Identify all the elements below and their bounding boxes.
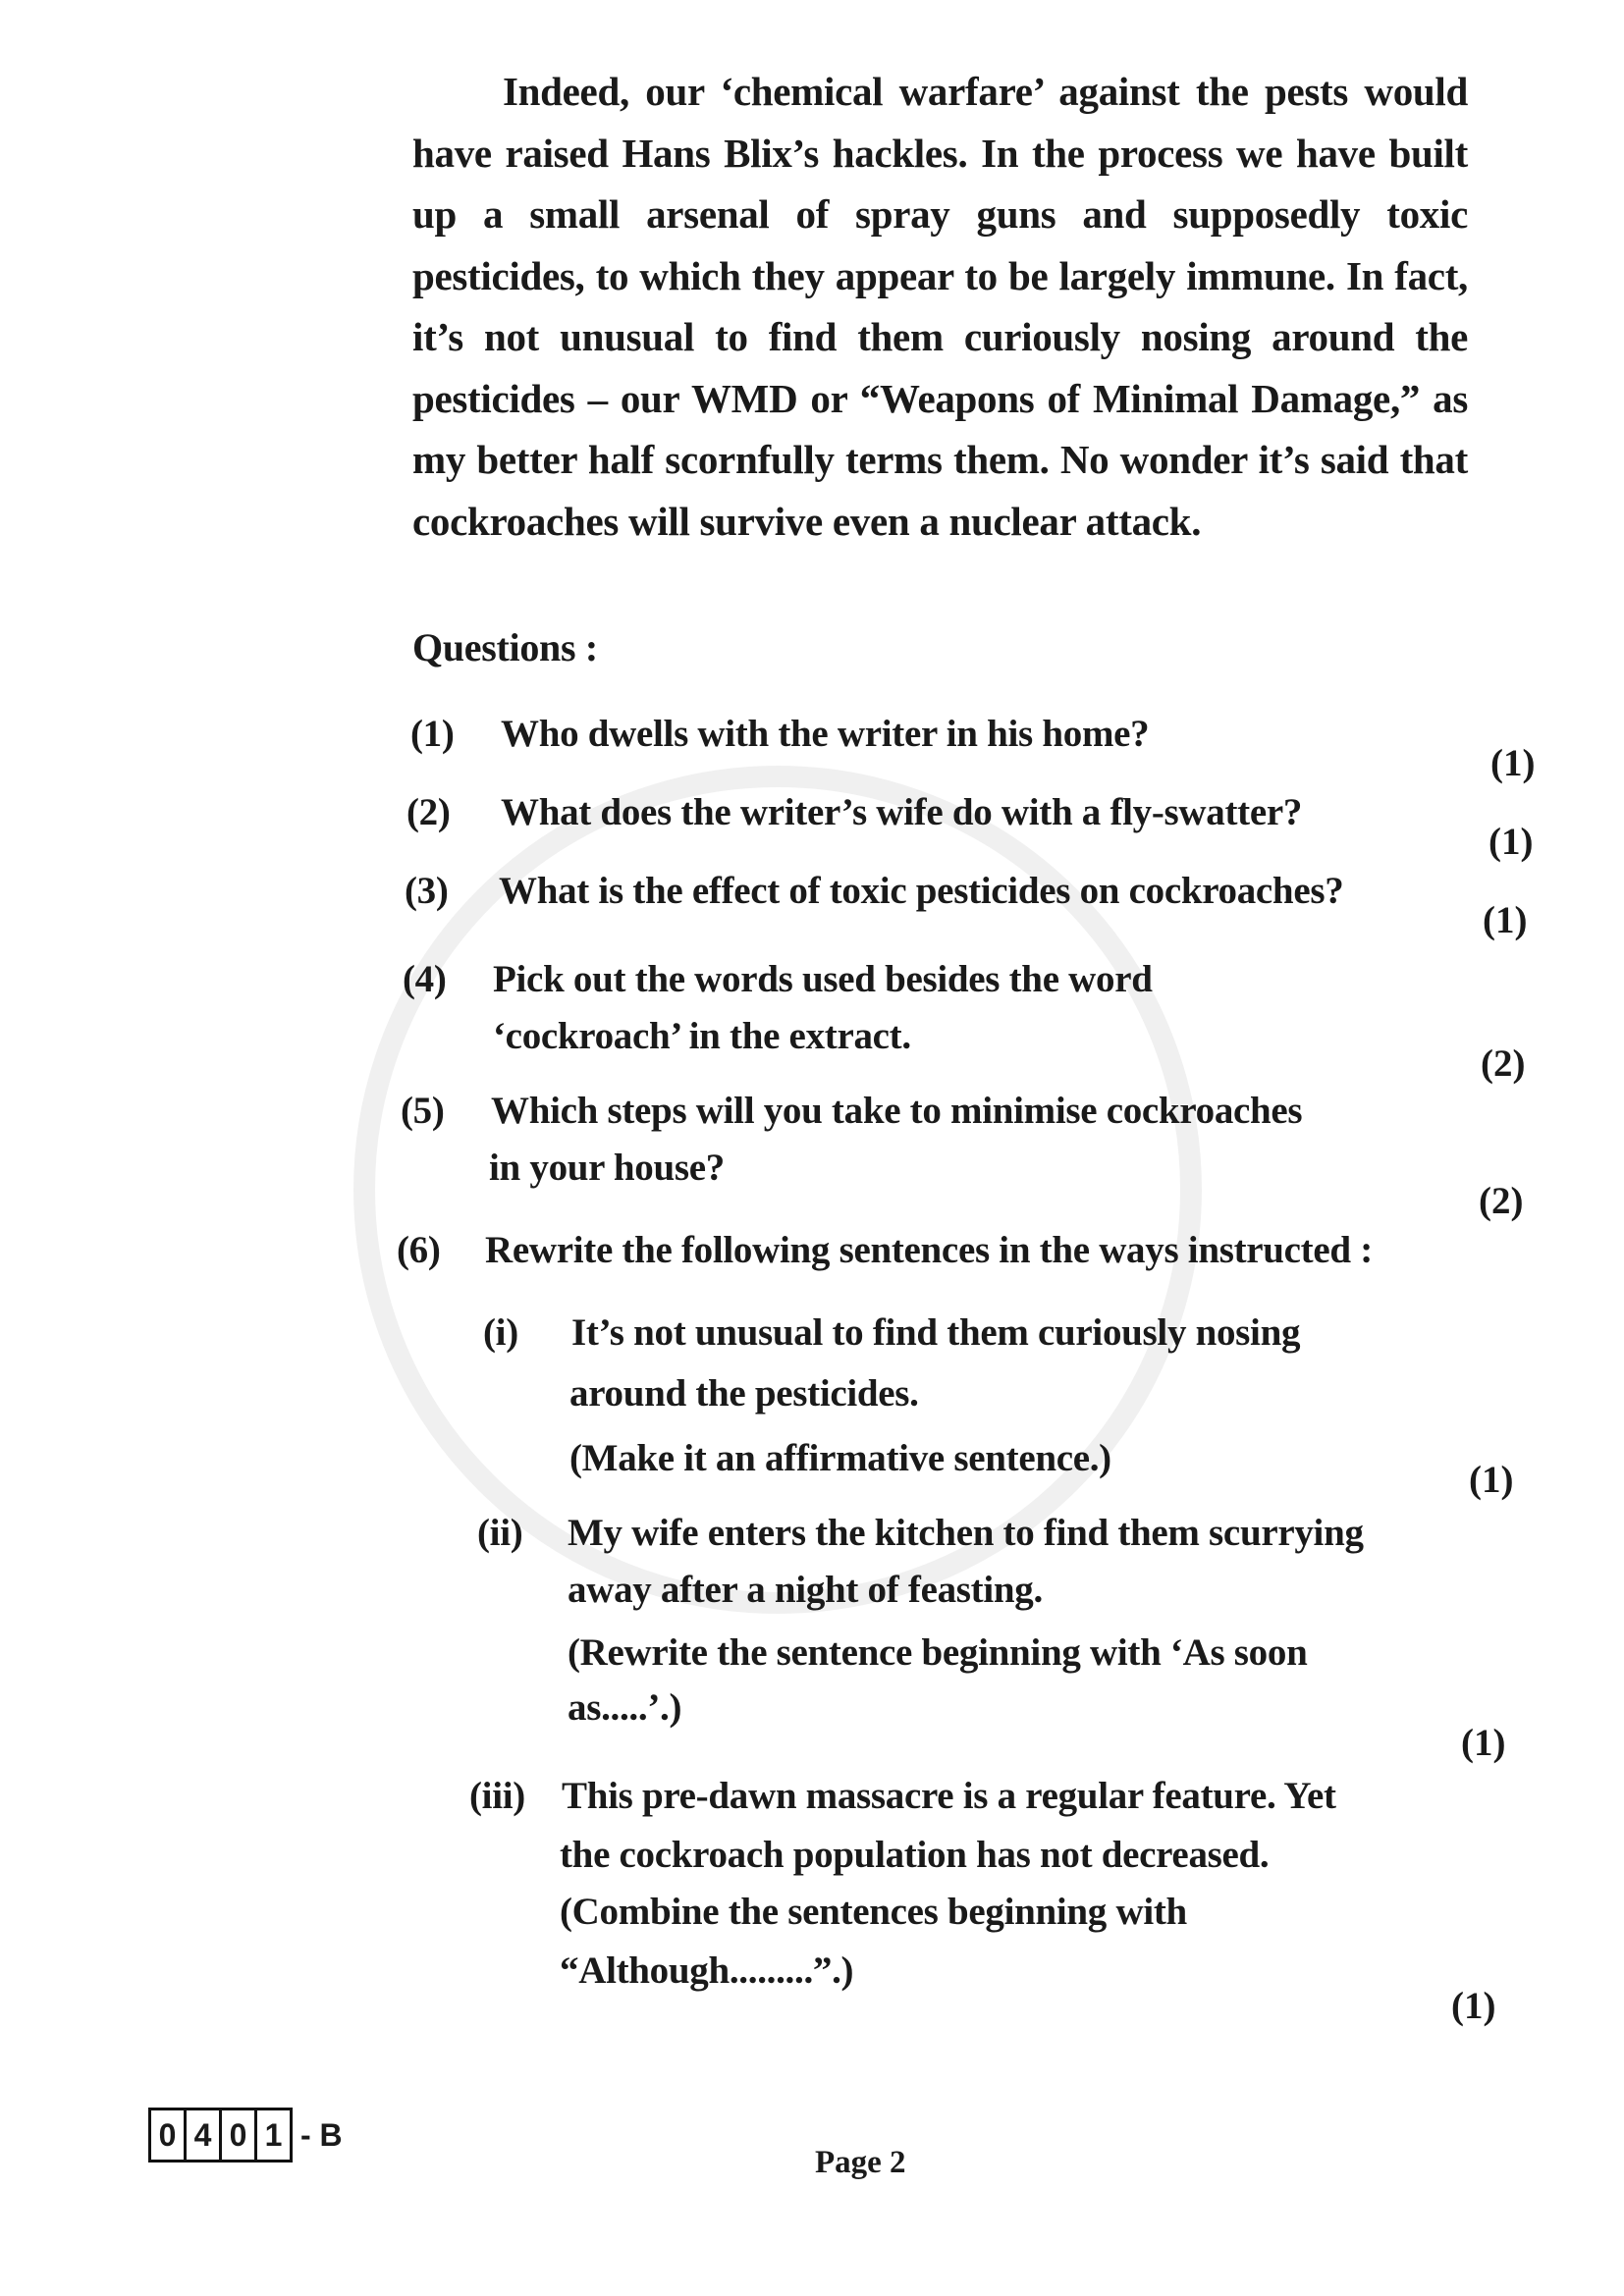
sub-question-ii-marks: (1) — [1461, 1722, 1506, 1764]
sub-question-i-marks: (1) — [1469, 1459, 1514, 1501]
question-text: What does the writer’s wife do with a fly-swatter? — [501, 791, 1303, 833]
question-4-marks: (2) — [1481, 1042, 1526, 1085]
sub-question-instruction-line-2: as.....’.) — [568, 1686, 682, 1729]
question-number: (4) — [403, 958, 447, 1000]
question-text: Who dwells with the writer in his home? — [501, 713, 1150, 755]
paper-code-digit: 4 — [187, 2110, 222, 2160]
question-text-line-1: Pick out the words used besides the word — [493, 958, 1153, 1000]
question-number: (6) — [397, 1229, 441, 1271]
question-5-marks: (2) — [1479, 1180, 1524, 1222]
sub-question-line-2: away after a night of feasting. — [568, 1569, 1043, 1611]
question-text: Rewrite the following sentences in the ways instructed : — [485, 1229, 1373, 1271]
sub-question-line-2: around the pesticides. — [569, 1372, 919, 1415]
question-text-line-2: in your house? — [489, 1147, 725, 1189]
question-text: What is the effect of toxic pesticides on cockroaches? — [499, 870, 1344, 912]
sub-question-iii-marks: (1) — [1451, 1985, 1496, 2027]
passage-text: Indeed, our ‘chemical warfare’ against the pests would have raised Hans Blix’s hackles. In the process we have built up a small arsenal of spray guns and supposedly toxic pesticides, to which they appear to be largely immune. In fact, it’s not unusual to find them curiously nosing around the pesticides – our WMD or “Weapons of Minimal Damage,” as my better half scornfully terms them. No wonder it’s said that cockroaches will survive even a nuclear attack. — [412, 69, 1468, 544]
page-number: Page 2 — [815, 2145, 906, 2180]
paper-code-digit: 0 — [222, 2110, 257, 2160]
sub-question-instruction: (Make it an affirmative sentence.) — [569, 1437, 1111, 1479]
paper-code-suffix: - B — [300, 2116, 343, 2153]
question-text-line-1: Which steps will you take to minimise cockroaches — [491, 1090, 1303, 1132]
questions-heading: Questions : — [412, 625, 598, 669]
sub-question-line-1: It’s not unusual to find them curiously nosing — [571, 1311, 1301, 1354]
sub-question-line-1: My wife enters the kitchen to find them scurrying — [568, 1512, 1364, 1554]
sub-question-instruction-line-1: (Combine the sentences beginning with — [560, 1891, 1187, 1933]
question-number: (5) — [401, 1090, 445, 1132]
sub-question-number: (iii) — [469, 1775, 525, 1817]
question-3-marks: (1) — [1483, 899, 1528, 941]
question-text-line-2: ‘cockroach’ in the extract. — [493, 1015, 911, 1057]
paper-code-digit: 0 — [151, 2110, 187, 2160]
question-1-marks: (1) — [1490, 742, 1536, 784]
sub-question-instruction-line-1: (Rewrite the sentence beginning with ‘As soon — [568, 1631, 1308, 1674]
question-number: (1) — [410, 713, 455, 755]
paper-code-boxes — [148, 2108, 293, 2163]
sub-question-number: (ii) — [477, 1512, 523, 1554]
question-2-marks: (1) — [1489, 821, 1534, 863]
sub-question-number: (i) — [483, 1311, 518, 1354]
passage-paragraph — [412, 61, 1468, 552]
paper-code-digit: 1 — [264, 2116, 283, 2153]
sub-question-line-2: the cockroach population has not decreased. — [560, 1834, 1270, 1876]
question-number: (3) — [405, 870, 449, 912]
sub-question-instruction-line-2: “Although.........”.) — [560, 1949, 854, 1992]
question-number: (2) — [406, 791, 451, 833]
sub-question-line-1: This pre-dawn massacre is a regular feature. Yet — [562, 1775, 1336, 1817]
paper-code — [148, 2108, 343, 2163]
